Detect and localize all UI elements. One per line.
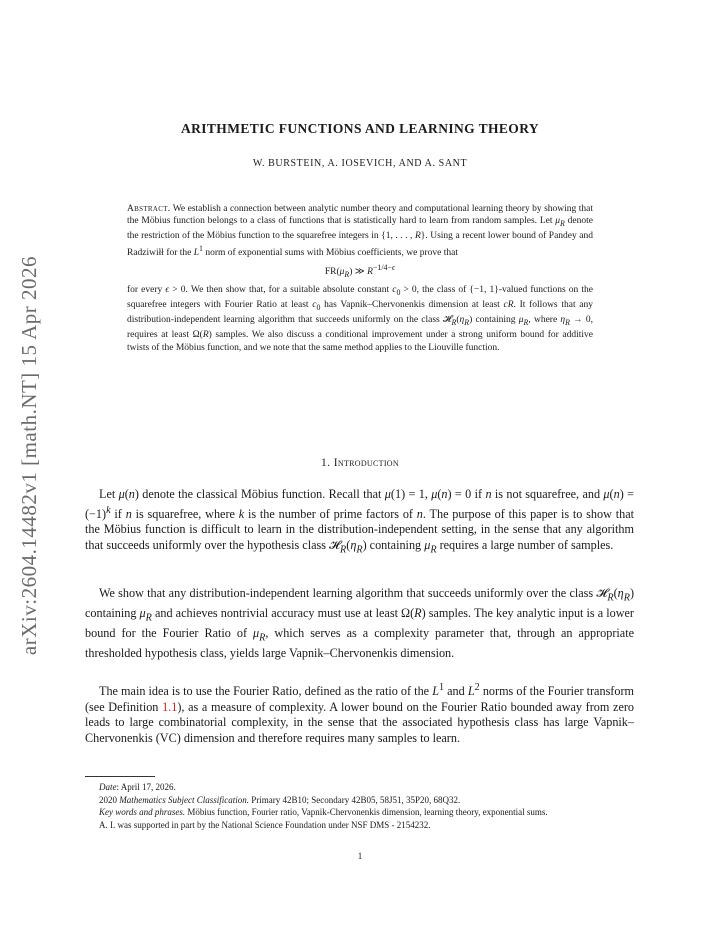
intro-paragraph-2: We show that any distribution-independent learning algorithm that succeeds uniformly over the class $𝓗_R(\eta_R)$ containing $\mu_R$ and achieves nontrivial accuracy must use at least Ω(R) samples. The key analytic input is a lower bound for the Fourier Ratio of $\mu_R$, which serves as a complexity parameter that, through an appropriate thresholded hypothesis class, yields large Vapnik–Chervonenkis dimension. xyxy=(85,586,634,661)
footnote-date: Date: April 17, 2026. xyxy=(99,782,176,792)
section-number: 1. xyxy=(321,457,331,469)
footnotes xyxy=(85,781,634,831)
footnote-msc: 2020 Mathematics Subject Classification. Primary 42B10; Secondary 42B05, 58J51, 35P20, 68Q32. xyxy=(99,794,461,805)
abstract-heading: Abstract. xyxy=(127,204,171,214)
abstract-formula: $FR(\mu_R)$ ≫ $R^{-1/4-\epsilon}$ xyxy=(324,262,396,279)
section-heading xyxy=(0,457,720,469)
arxiv-identifier-sidebar xyxy=(16,245,44,665)
paper-title: ARITHMETIC FUNCTIONS AND LEARNING THEORY xyxy=(180,121,540,136)
section-title: Introduction xyxy=(333,457,399,469)
footnote-keywords: Key words and phrases. Möbius function, Fourier ratio, Vapnik-Chervonenkis dimension, learning theory, exponential sums. xyxy=(99,807,548,818)
footnote-support: A. I. was supported in part by the National Science Foundation under NSF DMS - 2154232. xyxy=(99,819,431,830)
abstract-paragraph-2: for every ϵ > 0. We then show that, for a suitable absolute constant $c_0 > 0$, the class of {−1, 1}-valued functions on the squarefree integers with Fourier Ratio at least $c_0$ has Vapnik–Chervonenkis dimension at least cR. It follows that any distribution-independent learning algorithm that succeeds uniformly on the class $𝓗_R(\eta_R)$ containing $\mu_R$, where $\eta_R \to 0$, requires at least Ω(R) samples. We also discuss a conditional improvement under a strong uniform bound for additive twists of the Möbius function, and we note that the same method applies to the Liouville function. xyxy=(127,285,594,353)
abstract xyxy=(127,203,593,354)
definition-link[interactable]: 1.1 xyxy=(162,699,178,714)
paper-authors: W. BURSTEIN, A. IOSEVICH, AND A. SANT xyxy=(252,158,468,169)
page-number: 1 xyxy=(357,851,363,861)
arxiv-identifier-label: arXiv:2604.14482v1 [math.NT] 15 Apr 2026 xyxy=(17,255,42,655)
abstract-paragraph-1: Abstract. We establish a connection between analytic number theory and computational learning theory by showing that the Möbius function belongs to a class of functions that is statistically hard to learn from random samples. Let $\mu_R$ denote the restriction of the Möbius function to the squarefree integers in {1, . . . , R}. Using a recent lower bound of Pandey and Radziwiłł for the $L^1$ norm of exponential sums with Möbius coefficients, we prove that xyxy=(127,204,594,258)
footnote-rule xyxy=(85,776,155,777)
intro-paragraph-3: The main idea is to use the Fourier Ratio, defined as the ratio of the $L^1$ and $L^2$ norms of the Fourier transform (see Definition 1.1), as a measure of complexity. A lower bound on the Fourier Ratio bounded away from zero leads to large combinatorial complexity, in the sense that the associated hypothesis class has large Vapnik–Chervonenkis (VC) dimension and therefore requires many samples to learn. xyxy=(85,682,635,745)
intro-paragraph-1: Let μ(n) denote the classical Möbius function. Recall that μ(1) = 1, μ(n) = 0 if n is not squarefree, and $\mu(n) = (-1)^k$ if n is squarefree, where k is the number of prime factors of n. The purpose of this paper is to show that the Möbius function is difficult to learn in the distribution-independent setting, in the sense that any algorithm that succeeds uniformly over the hypothesis class $𝓗_R(\eta_R)$ containing $\mu_R$ requires a large number of samples. xyxy=(85,487,634,556)
